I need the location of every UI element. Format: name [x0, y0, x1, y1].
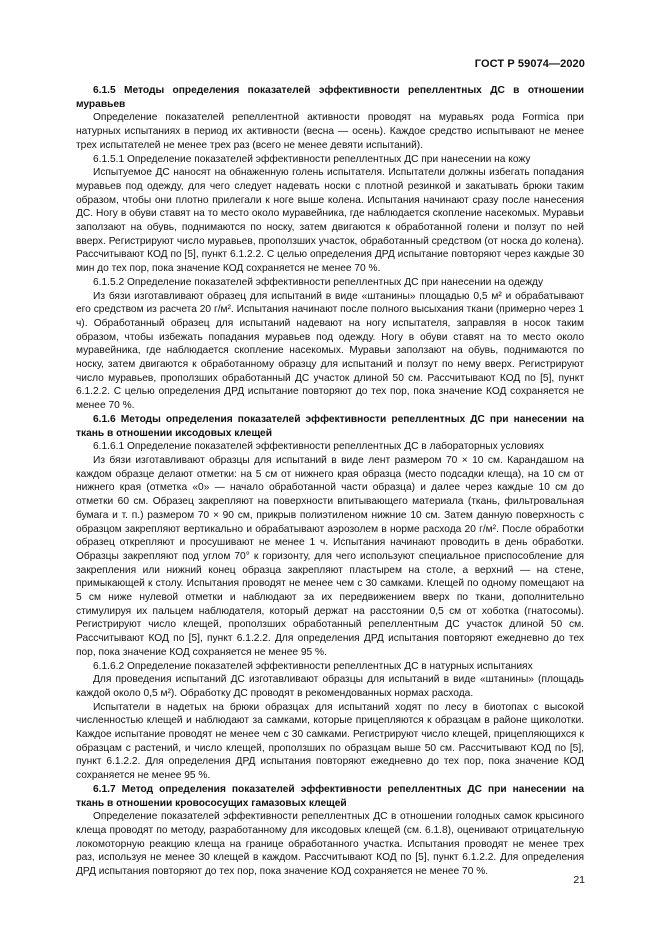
subsection-title-6-1-6-1: 6.1.6.1 Определение показателей эффективности репеллентных ДС в лабораторных условиях	[93, 441, 545, 453]
section-heading-6-1-5: 6.1.5 Методы определения показателей эффективности репеллентных ДС в отношении муравьев	[76, 85, 584, 110]
subsection-title-6-1-6-2: 6.1.6.2 Определение показателей эффективности репеллентных ДС в натурных испытаниях	[93, 660, 533, 672]
paragraph: Определение показателей репеллентной активности проводят на муравьях рода Formica при натурных испытаниях в период их активности (весна — осень). Каждое средство испытывают не менее трех испытателей не менее трех раз (всего не менее девяти испытаний).	[76, 112, 584, 151]
section-heading-6-1-7: 6.1.7 Метод определения показателей эффективности репеллентных ДС при нанесении на ткань в отношении кровососущих гамазовых клещей	[76, 783, 584, 809]
document-code-header: ГОСТ Р 59074—2020	[474, 58, 585, 70]
paragraph: Из бязи изготавливают образец для испытаний в виде «штанины» площадью 0,5 м² и обрабатывают его средством из расчета 20 г/м². Испытания начинают после полного высыхания ткани (примерно через 1 ч). Обработанный образец для испытаний надевают на ногу испытателя, заправляя в носок таким образом, чтобы избежать попадания муравьев под одежду. Ногу в обуви ставят на то место около муравейника, где наблюдается скопление насекомых. Муравьи заползают на обувь, поднимаются по носку, затем двигаются к обработанному образцу для испытаний и ползут по нему вверх. Регистрируют число муравьев, проползших обработанный ДС участок длиной 50 см. Рассчитывают КОД по [5], пункт 6.1.2.2. С целью определения ДРД испытание повторяют до тех пор, пока значение КОД сохраняется не менее 70 %.	[76, 290, 584, 412]
document-body	[76, 84, 584, 879]
paragraph: Определение показателей эффективности репеллентных ДС в отношении голодных самок крысиного клеща проводят по методу, разработанному для иксодовых клещей (см. 6.1.8), оценивают отрицательную локомоторную реакцию клеща на границе обработанного участка. Испытания проводят не менее трех раз, используя не менее 30 клещей в каждом. Рассчитывают КОД по [5], пункт 6.1.2.2. Для определения ДРД испытания повторяют до тех пор, пока значение КОД сохраняется не менее 70 %.	[76, 811, 584, 878]
paragraph: Из бязи изготавливают образцы для испытаний в виде лент размером 70 × 10 см. Карандашом на каждом образце делают отметки: на 5 см от нижнего края образца (место подсадки клеща), на 10 см от нижнего края (отметка «0» — начало обработанной части образца) и далее через каждые 10 см до отметки 60 см. Образец закрепляют на поверхности впитывающего материала (ткань, фильтровальная бумага и т. п.) размером 70 × 90 см, прикрыв полиэтиленом нижние 10 см. Затем данную поверхность с образцом закрепляют вертикально и обрабатывают аэрозолем в норме расхода 20 г/м². После обработки образец открепляют и просушивают не менее 1 ч. Испытания начинают проводить в день обработки. Образцы закрепляют под углом 70° к горизонту, для чего используют специальное приспособление для закрепления или нижний конец образца закрепляют пластырем на столе, а верхний — на стене, примыкающей к столу. Испытания проводят не менее чем с 30 самками. Клещей по одному помещают на 5 см ниже нулевой отметки и наблюдают за их передвижением вверх по ткани, дополнительно стимулируя их пальцем наблюдателя, который держат на расстоянии 0,5 см от хоботка (гнатосомы). Регистрируют число клещей, проползших обработанный репеллентным ДС участок длиной 50 см. Рассчитывают КОД по [5], пункт 6.1.2.2. Для определения ДРД испытания повторяют ежедневно до тех пор, пока значение КОД сохраняется не менее 95 %.	[76, 454, 584, 658]
paragraph: Испытатели в надетых на брюки образцах для испытаний ходят по лесу в биотопах с высокой численностью клещей и наблюдают за самками, которые прицепляются к образцам в районе щиколотки. Каждое испытание проводят не менее чем с 30 самками. Регистрируют число клещей, прицепляющихся к образцам с растений, и число клещей, проползших по образцам выше 50 см. Рассчитывают КОД по [5], пункт 6.1.2.2. Для определения ДРД испытания повторяют ежедневно до тех пор, пока значение КОД сохраняется не менее 95 %.	[76, 701, 584, 782]
paragraph: Для проведения испытаний ДС изготавливают образцы для испытаний в виде «штанины» (площадь каждой около 0,5 м²). Обработку ДС проводят в рекомендованных нормах расхода.	[76, 674, 584, 699]
subsection-title-6-1-5-2: 6.1.5.2 Определение показателей эффективности репеллентных ДС при нанесении на одежду	[93, 276, 544, 288]
section-heading-6-1-6: 6.1.6 Методы определения показателей эффективности репеллентных ДС при нанесении на ткань в отношении иксодовых клещей	[76, 413, 584, 439]
subsection-title-6-1-5-1: 6.1.5.1 Определение показателей эффективности репеллентных ДС при нанесении на кожу	[93, 153, 531, 165]
page-number: 21	[573, 874, 585, 886]
paragraph: Испытуемое ДС наносят на обнаженную голень испытателя. Испытатели должны избегать попадания муравьев под одежду, для чего следует надевать носки с плотной резинкой и закатывать брюки таким образом, чтобы они плотно прилегали к ноге выше колена. Испытания начинают сразу после нанесения ДС. Ногу в обуви ставят на то место около муравейника, где наблюдается скопление насекомых. Муравьи заползают на обувь, поднимаются по носку, затем двигаются к обработанной голени и ползут по ней вверх. Регистрируют число муравьев, проползших участок, обработанный средством (от носка до колена). Рассчитывают КОД по [5], пункт 6.1.2.2. С целью определения ДРД испытание повторяют через каждые 30 мин до тех пор, пока значение КОД сохраняется не менее 70 %.	[76, 167, 584, 275]
